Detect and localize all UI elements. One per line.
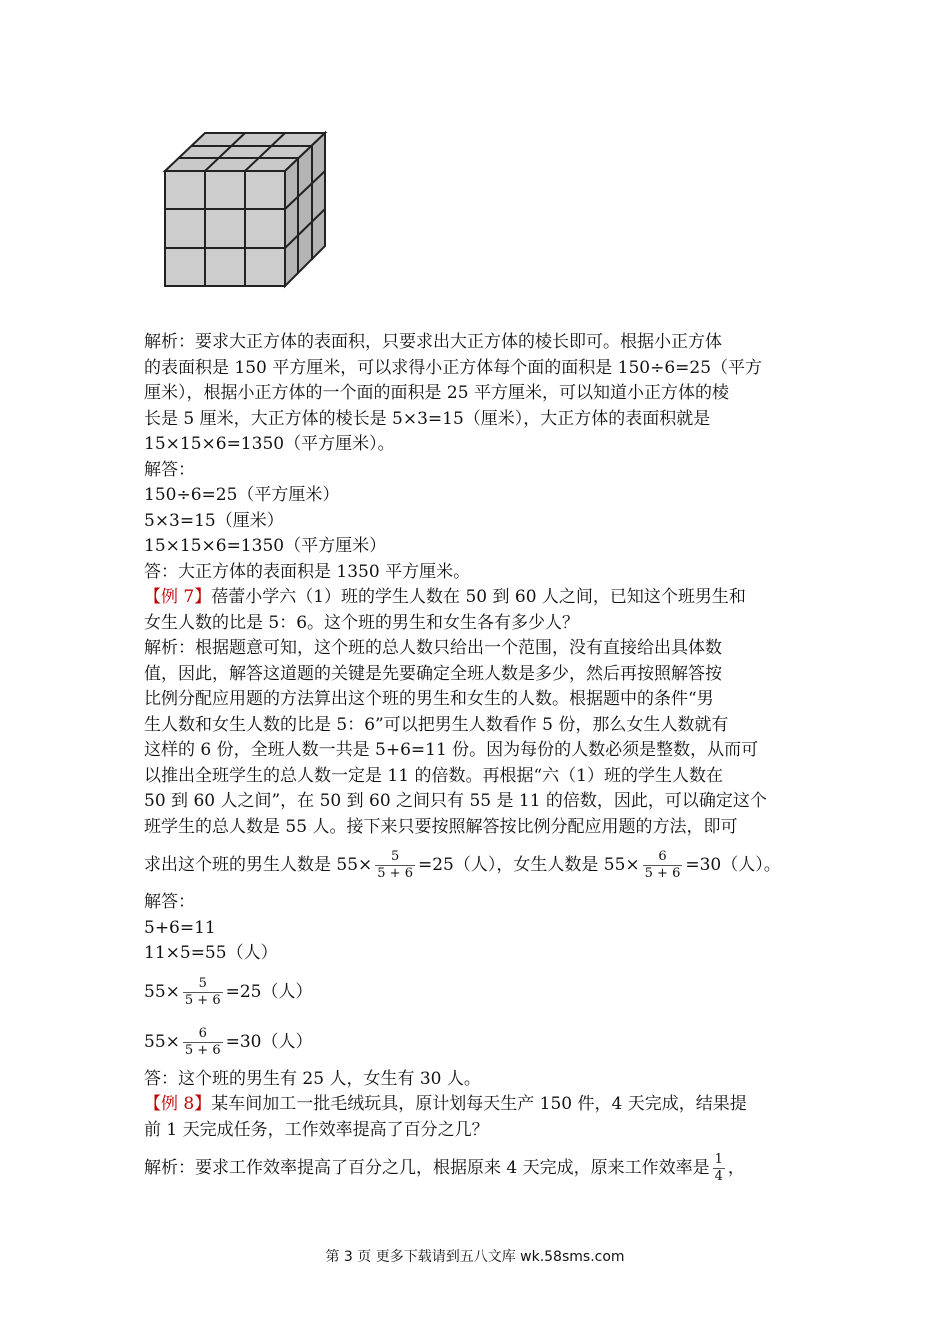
text-line: 比例分配应用题的方法算出这个班的男生和女生的人数。根据题中的条件“男 bbox=[144, 689, 714, 709]
answer-line: 15×15×6=1350（平方厘米） bbox=[144, 536, 387, 556]
analysis-1 bbox=[144, 330, 824, 458]
fraction-denominator: 5 + 6 bbox=[644, 866, 681, 881]
text-line: 这样的 6 份，全班人数一共是 5+6=11 份。因为每份的人数必须是整数，从而可 bbox=[144, 740, 759, 760]
text-segment: 55× bbox=[144, 1031, 180, 1052]
text-segment: =30（人）。 bbox=[685, 855, 781, 875]
fraction-numerator: 6 bbox=[658, 849, 667, 864]
example-8-question bbox=[144, 1092, 824, 1118]
fraction-numerator: 5 bbox=[198, 975, 207, 991]
answer-line: 11×5=55（人） bbox=[144, 943, 278, 963]
text-segment: 求出这个班的男生人数是 55× bbox=[144, 855, 373, 875]
text-line: 班学生的总人数是 55 人。接下来只要按照解答按比例分配应用题的方法，即可 bbox=[144, 816, 738, 837]
question-text: 前 1 天完成任务，工作效率提高了百分之几？ bbox=[144, 1119, 489, 1140]
text-segment: 解析：要求工作效率提高了百分之几，根据原来 4 天完成，原来工作效率是 bbox=[144, 1158, 710, 1178]
text-line: 15×15×6=1350（平方厘米）。 bbox=[144, 434, 395, 454]
fraction-girl bbox=[183, 1026, 223, 1059]
cube-front-face bbox=[165, 171, 285, 286]
text-line: 解析：根据题意可知，这个班的总人数只给出一个范围，没有直接给出具体数 bbox=[144, 638, 722, 658]
answer-line: 5+6=11 bbox=[144, 917, 216, 938]
cube-diagram bbox=[160, 128, 335, 293]
text-line: 的表面积是 150 平方厘米，可以求得小正方体每个面的面积是 150÷6=25（平方 bbox=[144, 357, 763, 378]
answer-line: 5×3=15（厘米） bbox=[144, 510, 284, 531]
answer-line: 150÷6=25（平方厘米） bbox=[144, 485, 340, 505]
conclusion: 答：大正方体的表面积是 1350 平方厘米。 bbox=[144, 561, 471, 582]
answer-label: 解答： bbox=[144, 892, 195, 912]
text-line: 50 到 60 人之间”，在 50 到 60 之间只有 55 是 11 的倍数，因此，可以确定这个 bbox=[144, 791, 767, 811]
fraction-numerator: 6 bbox=[198, 1025, 207, 1041]
text-line: 值，因此，解答这道题的关键是先要确定全班人数是多少，然后再按照解答按 bbox=[144, 663, 722, 684]
fraction-numerator: 5 bbox=[390, 849, 400, 864]
fraction-boy bbox=[375, 849, 415, 882]
fraction-denominator: 5 + 6 bbox=[377, 866, 413, 881]
fraction-girl bbox=[643, 849, 683, 882]
answer-line-boy bbox=[144, 967, 824, 1017]
conclusion: 答：这个班的男生有 25 人，女生有 30 人。 bbox=[144, 1068, 481, 1089]
text-line: 以推出全班学生的总人数一定是 11 的倍数。再根据“六（1）班的学生人数在 bbox=[144, 765, 723, 786]
text-line: 长是 5 厘米，大正方体的棱长是 5×3=15（厘米），大正方体的表面积就是 bbox=[144, 408, 711, 429]
text-segment: =30（人） bbox=[225, 1031, 313, 1052]
example-7-question bbox=[144, 585, 824, 611]
fraction-boy bbox=[183, 976, 223, 1009]
text-line: 生人数和女生人数的比是 5：6”可以把男生人数看作 5 份，那么女生人数就有 bbox=[144, 714, 729, 735]
question-text: 女生人数的比是 5：6。这个班的男生和女生各有多少人？ bbox=[144, 612, 580, 633]
text-segment: =25（人），女生人数是 55× bbox=[417, 855, 640, 875]
question-text: 蓓蕾小学六（1）班的学生人数在 50 到 60 人之间，已知这个班男生和 bbox=[211, 587, 746, 607]
fraction-efficiency bbox=[713, 1152, 725, 1185]
text-line-with-fractions bbox=[144, 840, 824, 890]
answer-label: 解答： bbox=[144, 459, 195, 480]
fraction-denominator: 4 bbox=[714, 1169, 723, 1184]
fraction-denominator: 5 + 6 bbox=[184, 1042, 221, 1058]
document-body bbox=[144, 330, 824, 1193]
fraction-numerator: 1 bbox=[714, 1152, 723, 1167]
question-text: 某车间加工一批毛绒玩具，原计划每天生产 150 件，4 天完成，结果提 bbox=[211, 1094, 747, 1114]
page-footer: 第 3 页 更多下载请到五八文库 wk.58sms.com bbox=[325, 1249, 625, 1265]
text-line: 厘米），根据小正方体的一个面的面积是 25 平方厘米，可以知道小正方体的棱 bbox=[144, 383, 729, 403]
example-8-tag: 【例 8】 bbox=[144, 1094, 212, 1114]
text-segment: 55× bbox=[144, 981, 180, 1002]
text-line: 解析：要求大正方体的表面积，只要求出大正方体的棱长即可。根据小正方体 bbox=[144, 332, 722, 352]
text-line-with-fraction bbox=[144, 1143, 824, 1193]
fraction-denominator: 5 + 6 bbox=[184, 992, 221, 1008]
example-7-tag: 【例 7】 bbox=[144, 587, 212, 607]
text-segment: ， bbox=[727, 1158, 745, 1178]
answer-line-girl bbox=[144, 1017, 824, 1067]
text-segment: =25（人） bbox=[225, 981, 313, 1002]
